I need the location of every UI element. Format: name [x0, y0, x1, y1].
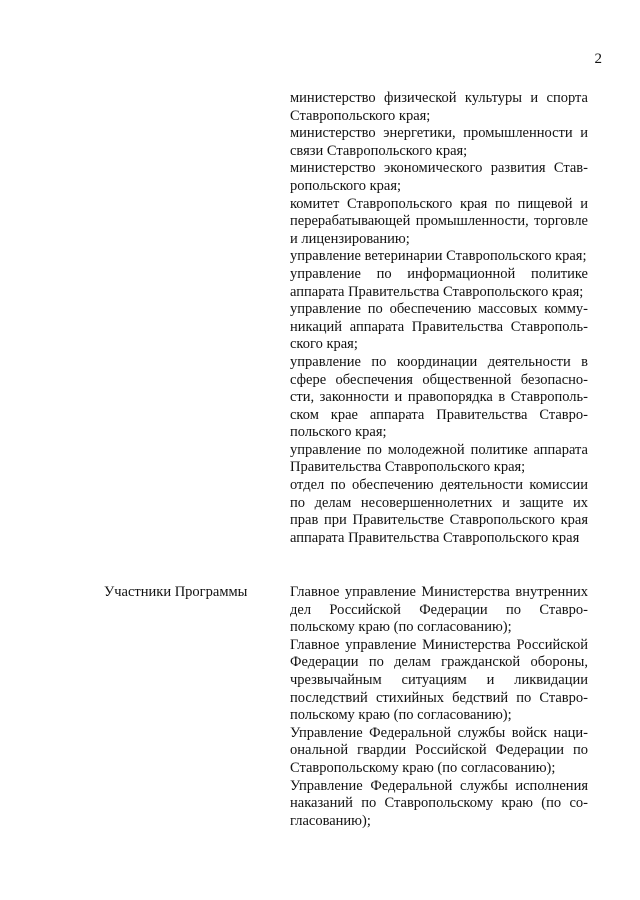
- list-item: управление по молодежной политике аппарата Правительства Ставропольского края;: [290, 441, 588, 476]
- page-number: 2: [594, 51, 602, 67]
- list-item: комитет Ставропольского края по пищевой и перерабатывающей промышленности, торговле и лицензированию;: [290, 195, 588, 247]
- list-item: управление по координации деятельности в сфере обеспечения общественной безопасности, законности и правопорядка в Ставропольском крае аппарата Правительства Ставропольского края;: [290, 353, 588, 441]
- list-item: Главное управление Министерства Российской Федерации по делам гражданской обороны, чрезвычайным ситуациям и ликвидации последствий стихийных бедствий по Ставропольскому краю (по согласованию);: [290, 636, 588, 724]
- list-item: министерство физической культуры и спорта Ставропольского края;: [290, 90, 588, 124]
- participants-label: Участники Программы: [104, 584, 248, 600]
- list-item: Управление Федеральной службы войск национальной гвардии Российской Федерации по Ставропольскому краю (по согласованию);: [290, 724, 588, 776]
- list-item: Главное управление Министерства внутренних дел Российской Федерации по Ставропольскому краю (по согласованию);: [290, 584, 588, 636]
- list-item: министерство энергетики, промышленности и связи Ставропольского края;: [290, 125, 588, 159]
- executors-list: [290, 90, 588, 547]
- participants-list: [290, 584, 588, 830]
- list-item: министерство экономического развития Ставропольского края;: [290, 160, 588, 194]
- list-item: Управление Федеральной службы исполнения наказаний по Ставропольскому краю (по согласованию);: [290, 777, 588, 829]
- list-item: управление по информационной политике аппарата Правительства Ставропольского края;: [290, 265, 588, 300]
- list-item: управление по обеспечению массовых коммуникаций аппарата Правительства Ставропольского края;: [290, 301, 588, 353]
- list-item: управление ветеринарии Ставропольского края;: [290, 248, 587, 265]
- list-item: отдел по обеспечению деятельности комиссии по делам несовершеннолетних и защите их прав при Правительстве Ставропольского края аппарата Правительства Ставропольского края: [290, 477, 588, 546]
